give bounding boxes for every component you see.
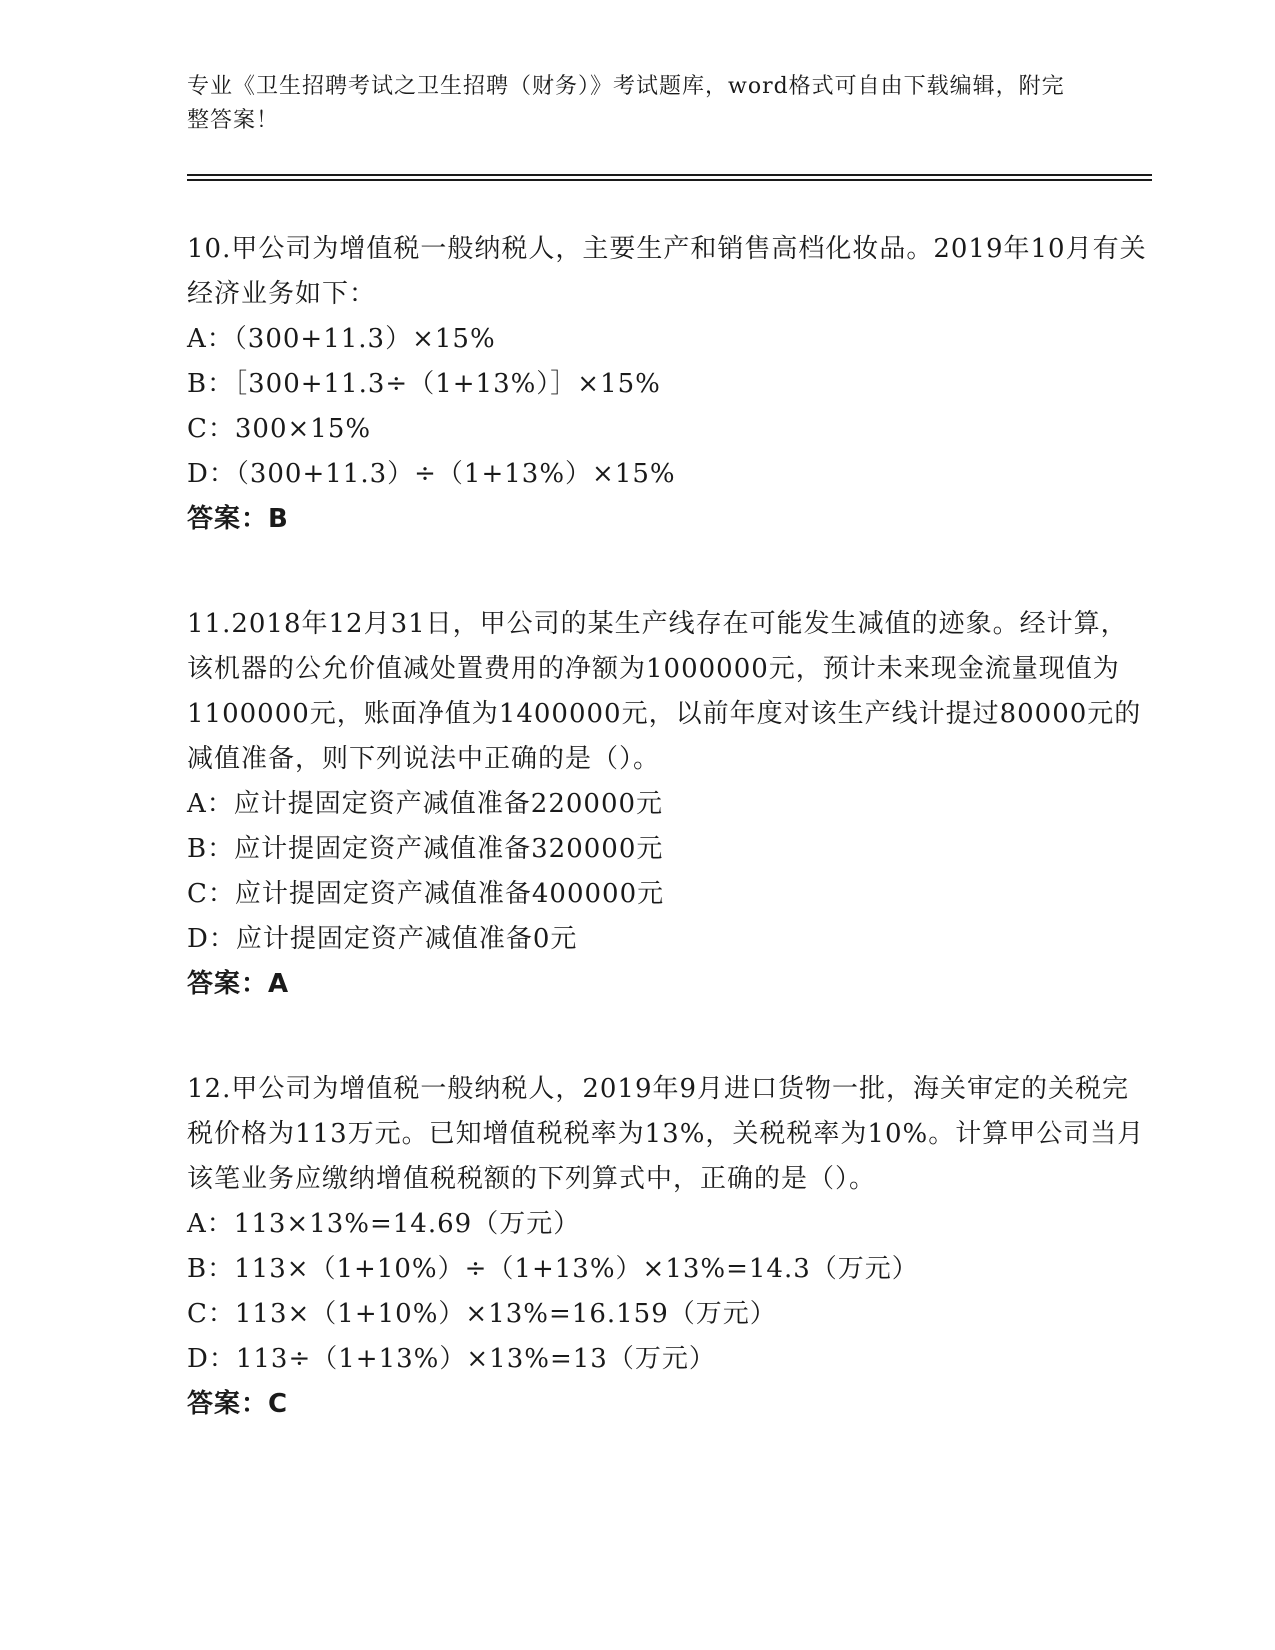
- header-double-rule: [187, 174, 1152, 181]
- question-text: 11.2018年12月31日，甲公司的某生产线存在可能发生减值的迹象。经计算，该机器的公允价值减处置费用的净额为1000000元，预计未来现金流量现值为1100000元，账面净值为1400000元，以前年度对该生产线计提过80000元的减值准备，则下列说法中正确的是（）。: [187, 609, 1142, 774]
- option-c: C：应计提固定资产减值准备400000元: [187, 879, 665, 909]
- question-10: [187, 227, 1152, 542]
- answer-line: 答案：B: [187, 504, 289, 534]
- option-d: D：（300+11.3）÷（1+13%）×15%: [187, 459, 676, 489]
- option-d: D：应计提固定资产减值准备0元: [187, 924, 578, 954]
- answer-line: 答案：A: [187, 969, 290, 999]
- option-b: B：113×（1+10%）÷（1+13%）×13%=14.3（万元）: [187, 1254, 919, 1284]
- option-a: A：应计提固定资产减值准备220000元: [187, 789, 664, 819]
- question-text: 10.甲公司为增值税一般纳税人，主要生产和销售高档化妆品。2019年10月有关经济业务如下：: [187, 234, 1147, 309]
- option-d: D：113÷（1+13%）×13%=13（万元）: [187, 1344, 716, 1374]
- document-page: [187, 70, 1152, 1427]
- option-a: A：（300+11.3）×15%: [187, 324, 496, 354]
- document-header: 专业《卫生招聘考试之卫生招聘（财务）》考试题库，word格式可自由下载编辑，附完整答案！: [187, 74, 1065, 133]
- option-c: C：300×15%: [187, 414, 372, 444]
- question-text: 12.甲公司为增值税一般纳税人，2019年9月进口货物一批，海关审定的关税完税价格为113万元。已知增值税税率为13%，关税税率为10%。计算甲公司当月该笔业务应缴纳增值税税额的下列算式中，正确的是（）。: [187, 1074, 1145, 1194]
- answer-line: 答案：C: [187, 1389, 289, 1419]
- option-a: A：113×13%=14.69（万元）: [187, 1209, 581, 1239]
- option-c: C：113×（1+10%）×13%=16.159（万元）: [187, 1299, 777, 1329]
- option-b: B：应计提固定资产减值准备320000元: [187, 834, 664, 864]
- question-11: [187, 602, 1152, 1007]
- option-b: B：［300+11.3÷（1+13%）］×15%: [187, 369, 661, 399]
- question-12: [187, 1067, 1152, 1427]
